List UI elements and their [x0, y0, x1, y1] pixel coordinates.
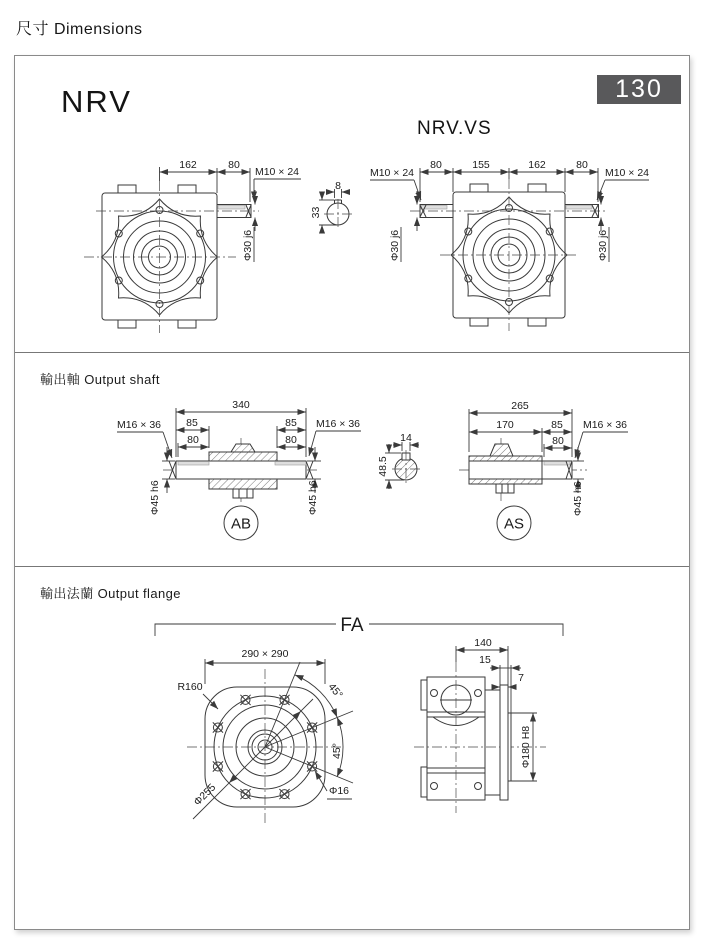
tap-label-vs-right: M10 × 24 [604, 167, 650, 179]
shaft-dia-label-vs-right: Φ30 j6 [597, 229, 609, 261]
flange-front-view [177, 648, 353, 825]
key-width-8: 8 [335, 180, 341, 192]
dim-85-ab-right: 85 [285, 417, 297, 429]
dim-162: 162 [179, 159, 197, 171]
dim-80-ab-right: 80 [285, 434, 297, 446]
tap-label-ab-left: M16 × 36 [116, 419, 162, 431]
output-key-section [377, 432, 420, 489]
dim-265: 265 [511, 400, 529, 412]
dim-15: 15 [479, 654, 491, 666]
variant-title: NRV.VS [417, 118, 492, 139]
ab-label: AB [230, 515, 252, 533]
front-views-drawing [15, 140, 689, 352]
dim-7: 7 [518, 672, 524, 684]
tap-label-vs-left: M10 × 24 [369, 167, 415, 179]
radius-label: R160 [177, 681, 203, 693]
tap-label-nrv: M10 × 24 [254, 166, 300, 178]
output-shaft-heading: 輸出軸 Output shaft [40, 372, 160, 387]
key-height-33: 33 [310, 206, 322, 219]
dim-170: 170 [496, 419, 514, 431]
shaft-dia-label-vs-left: Φ30 j6 [389, 229, 401, 261]
nrv-vs-front-view [370, 159, 649, 331]
drawing-sheet [14, 55, 690, 930]
dim-85-ab-left: 85 [186, 417, 198, 429]
dim-155: 155 [472, 159, 490, 171]
dim-85-as: 85 [551, 419, 563, 431]
output-flange-heading: 輸出法蘭 Output flange [40, 586, 181, 601]
dim-290x290: 290 × 290 [241, 648, 289, 660]
output-dia-label-ab-right: Φ45 h6 [307, 480, 319, 515]
dim-162-vs: 162 [528, 159, 546, 171]
as-label: AS [503, 515, 525, 533]
key-width-14: 14 [400, 432, 412, 444]
ab-shaft-drawing [117, 399, 361, 540]
fa-label: FA [340, 615, 364, 636]
flange-side-view [414, 637, 546, 813]
nrv-front-view [84, 159, 301, 333]
dim-80-as: 80 [552, 435, 564, 447]
output-dia-label-ab-left: Φ45 h6 [149, 480, 161, 515]
dim-80-vs-right: 80 [576, 159, 588, 171]
model-title: NRV [61, 84, 132, 119]
output-shaft-drawing [15, 353, 689, 565]
dim-80-ab-left: 80 [187, 434, 199, 446]
fa-bracket [155, 615, 563, 636]
input-shaft-key-section [310, 180, 352, 233]
dim-340: 340 [232, 399, 250, 411]
shaft-dia-label-nrv: Φ30 j6 [242, 229, 254, 261]
tap-label-as: M16 × 36 [582, 419, 628, 431]
tap-label-ab-right: M16 × 36 [315, 418, 361, 430]
bolt-hole-label: Φ16 [328, 785, 350, 797]
pilot-label: Φ180 H8 [520, 725, 532, 769]
as-shaft-drawing [459, 400, 628, 540]
output-flange-drawing [15, 567, 689, 929]
size-badge: 130 [597, 75, 681, 104]
dim-80-vs-left: 80 [430, 159, 442, 171]
page-title: 尺寸 Dimensions [16, 21, 143, 38]
bolt-circle-label: Φ255 [191, 781, 219, 809]
dim-80: 80 [228, 159, 240, 171]
key-height-48-5: 48.5 [377, 456, 389, 477]
angle-label-lower: 45° [331, 743, 343, 759]
output-dia-label-as: Φ45 h6 [572, 481, 584, 516]
angle-label-upper: 45° [325, 681, 346, 702]
dim-140: 140 [474, 637, 492, 649]
